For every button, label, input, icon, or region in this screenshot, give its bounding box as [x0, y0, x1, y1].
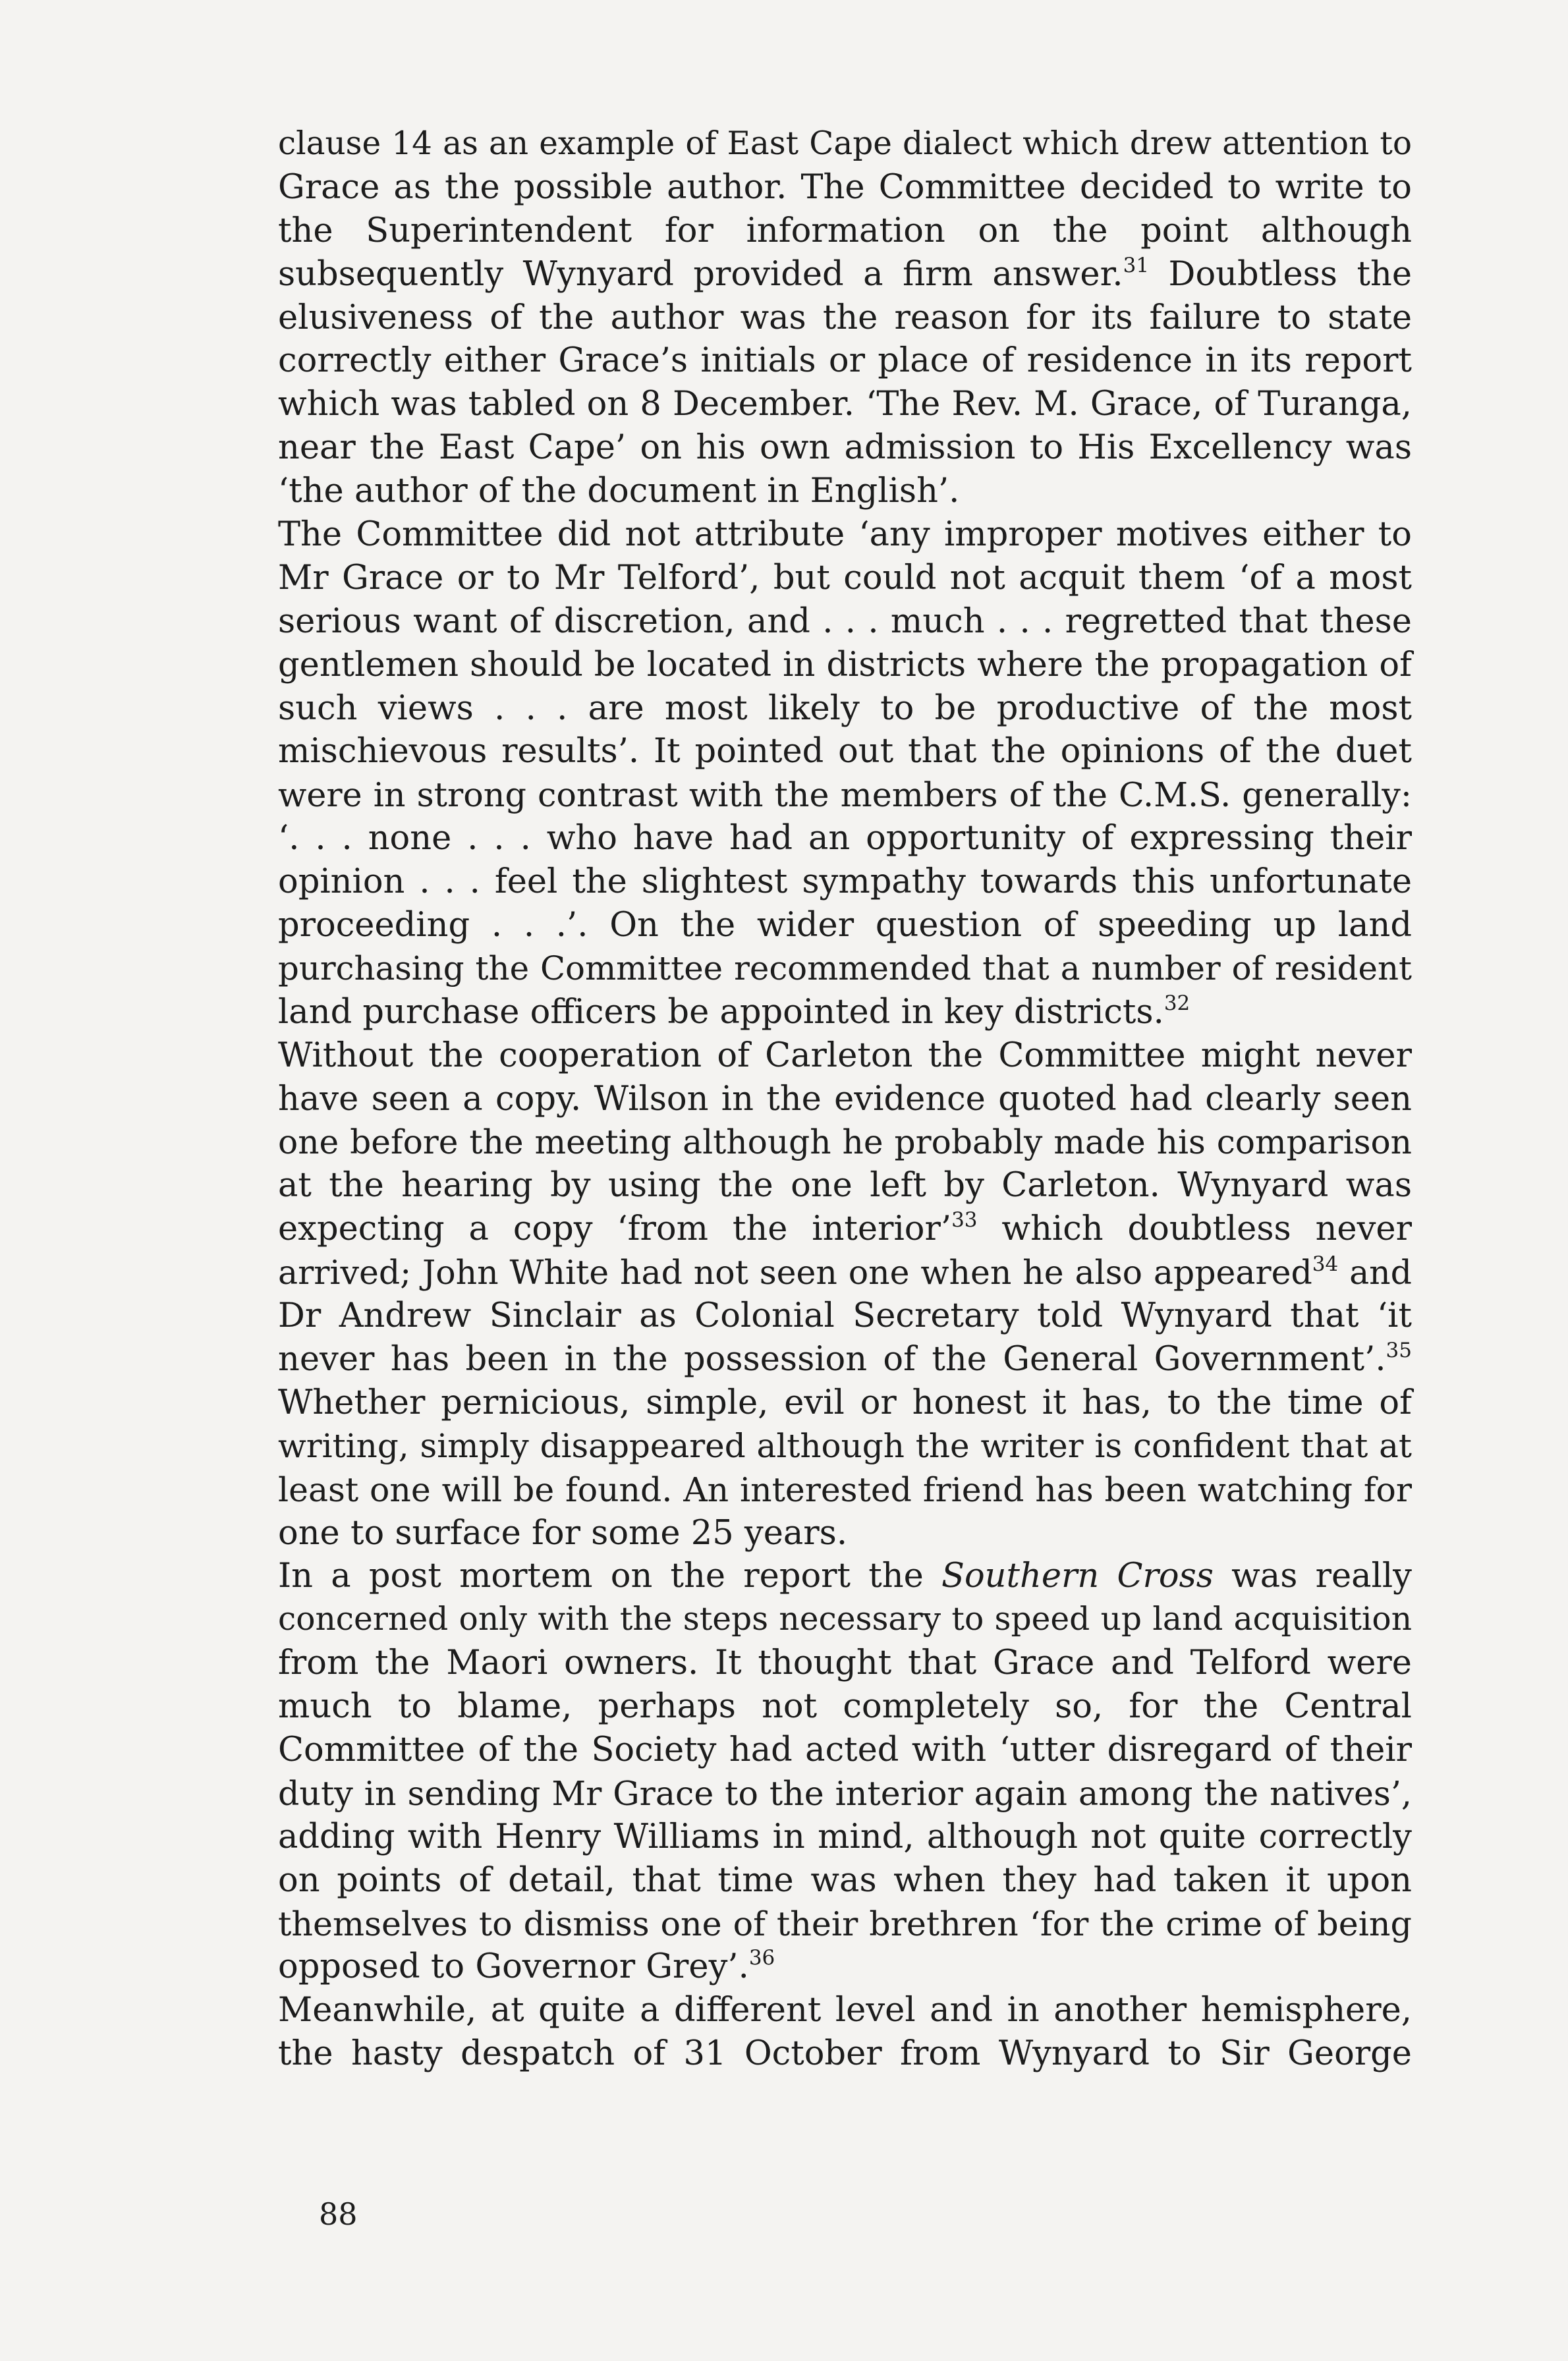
text-line: Dr Andrew Sinclair as Colonial Secretary told Wynyard that ‘it — [278, 1296, 1412, 1336]
text-line: The Committee did not attribute ‘any improper motives either to — [278, 515, 1412, 555]
text-line: concerned only with the steps necessary to speed up land acquisition — [278, 1601, 1412, 1638]
text-line: Whether pernicious, simple, evil or honest it has, to the time of — [278, 1383, 1412, 1422]
italic-title: Southern Cross — [941, 1557, 1214, 1596]
text-line: one before the meeting although he probably made his comparison — [278, 1123, 1412, 1162]
text-line — [278, 1208, 1412, 1251]
footnote-marker: 31 — [1123, 253, 1150, 277]
text-line: Meanwhile, at quite a different level and in another hemisphere, — [278, 1991, 1412, 2030]
text-line: were in strong contrast with the members of the C.M.S. generally: — [278, 775, 1412, 815]
text-line — [278, 1945, 1412, 1989]
paragraph — [278, 513, 1412, 1034]
text-line: the hasty despatch of 31 October from Wynyard to Sir George — [278, 2034, 1412, 2074]
text-segment: expecting a copy ‘from the interior’ — [278, 1209, 952, 1249]
text-segment: land purchase officers be appointed in key districts. — [278, 992, 1164, 1032]
page-number: 88 — [319, 2196, 358, 2232]
text-segment: In a post mortem on the report the — [278, 1557, 942, 1596]
text-line: ‘the author of the document in English’. — [278, 472, 960, 511]
paragraph — [278, 1989, 1412, 2076]
footnote-marker: 32 — [1163, 991, 1190, 1015]
text-line: opinion . . . feel the slightest sympathy towards this unfortunate — [278, 862, 1412, 902]
text-line: themselves to dismiss one of their brethren ‘for the crime of being — [278, 1904, 1412, 1943]
text-line: at the hearing by using the one left by Carleton. Wynyard was — [278, 1166, 1412, 1206]
text-line: near the East Cape’ on his own admission to His Excellency was — [278, 428, 1412, 468]
footnote-marker: 34 — [1312, 1252, 1339, 1277]
text-line: clause 14 as an example of East Cape dialect which drew attention to — [278, 125, 1412, 162]
text-line — [278, 1338, 1412, 1381]
text-line — [278, 1251, 1412, 1294]
text-segment: never has been in the possession of the General Government’. — [278, 1339, 1386, 1379]
text-line: correctly either Grace’s initials or place of residence in its report — [278, 341, 1412, 381]
text-line: writing, simply disappeared although the writer is confident that at — [278, 1426, 1412, 1465]
footnote-marker: 33 — [951, 1208, 978, 1233]
text-line: much to blame, perhaps not completely so, for the Central — [278, 1687, 1412, 1727]
text-line — [278, 1555, 1412, 1598]
text-segment: and — [1338, 1253, 1412, 1292]
footnote-marker: 35 — [1386, 1338, 1412, 1362]
paragraph — [278, 123, 1412, 513]
footnote-marker: 36 — [748, 1946, 775, 1970]
text-segment: Doubtless the — [1149, 254, 1413, 294]
text-line: purchasing the Committee recommended that a number of resident — [278, 949, 1412, 987]
text-segment: was really — [1213, 1557, 1412, 1596]
text-segment: which doubtless never — [977, 1209, 1412, 1249]
text-segment: opposed to Governor Grey’. — [278, 1947, 749, 1987]
text-line: serious want of discretion, and . . . much . . . regretted that these — [278, 601, 1412, 641]
text-segment: arrived; John White had not seen one when he also appeared — [278, 1253, 1312, 1292]
text-line: which was tabled on 8 December. ‘The Rev. M. Grace, of Turanga, — [278, 385, 1412, 424]
text-line: one to surface for some 25 years. — [278, 1513, 848, 1553]
body-text — [278, 123, 1412, 2076]
text-line: from the Maori owners. It thought that Grace and Telford were — [278, 1644, 1412, 1683]
text-line: Grace as the possible author. The Committee decided to write to — [278, 167, 1412, 207]
text-line — [278, 991, 1412, 1034]
text-line: proceeding . . .’. On the wider question of speeding up land — [278, 906, 1412, 945]
text-line: least one will be found. An interested friend has been watching for — [278, 1470, 1412, 1509]
text-line: mischievous results’. It pointed out that the opinions of the duet — [278, 732, 1412, 771]
text-line: elusiveness of the author was the reason for its failure to state — [278, 298, 1412, 337]
text-line — [278, 253, 1412, 296]
paragraph — [278, 1034, 1412, 1555]
text-line: Mr Grace or to Mr Telford’, but could not acquit them ‘of a most — [278, 558, 1412, 597]
text-line: on points of detail, that time was when they had taken it upon — [278, 1860, 1412, 1900]
paragraph — [278, 1555, 1412, 1989]
text-line: the Superintendent for information on the point although — [278, 211, 1412, 250]
text-line: duty in sending Mr Grace to the interior again among the natives’, — [278, 1773, 1412, 1813]
text-line: gentlemen should be located in districts where the propagation of — [278, 645, 1412, 684]
text-line: Committee of the Society had acted with ‘utter disregard of their — [278, 1730, 1412, 1769]
text-segment: subsequently Wynyard provided a firm answer. — [278, 254, 1123, 294]
text-line: Without the cooperation of Carleton the Committee might never — [278, 1036, 1412, 1075]
text-line: ‘. . . none . . . who have had an opportunity of expressing their — [278, 819, 1412, 858]
text-line: such views . . . are most likely to be productive of the most — [278, 688, 1412, 728]
text-line: adding with Henry Williams in mind, although not quite correctly — [278, 1817, 1412, 1856]
text-line: have seen a copy. Wilson in the evidence quoted had clearly seen — [278, 1079, 1412, 1119]
